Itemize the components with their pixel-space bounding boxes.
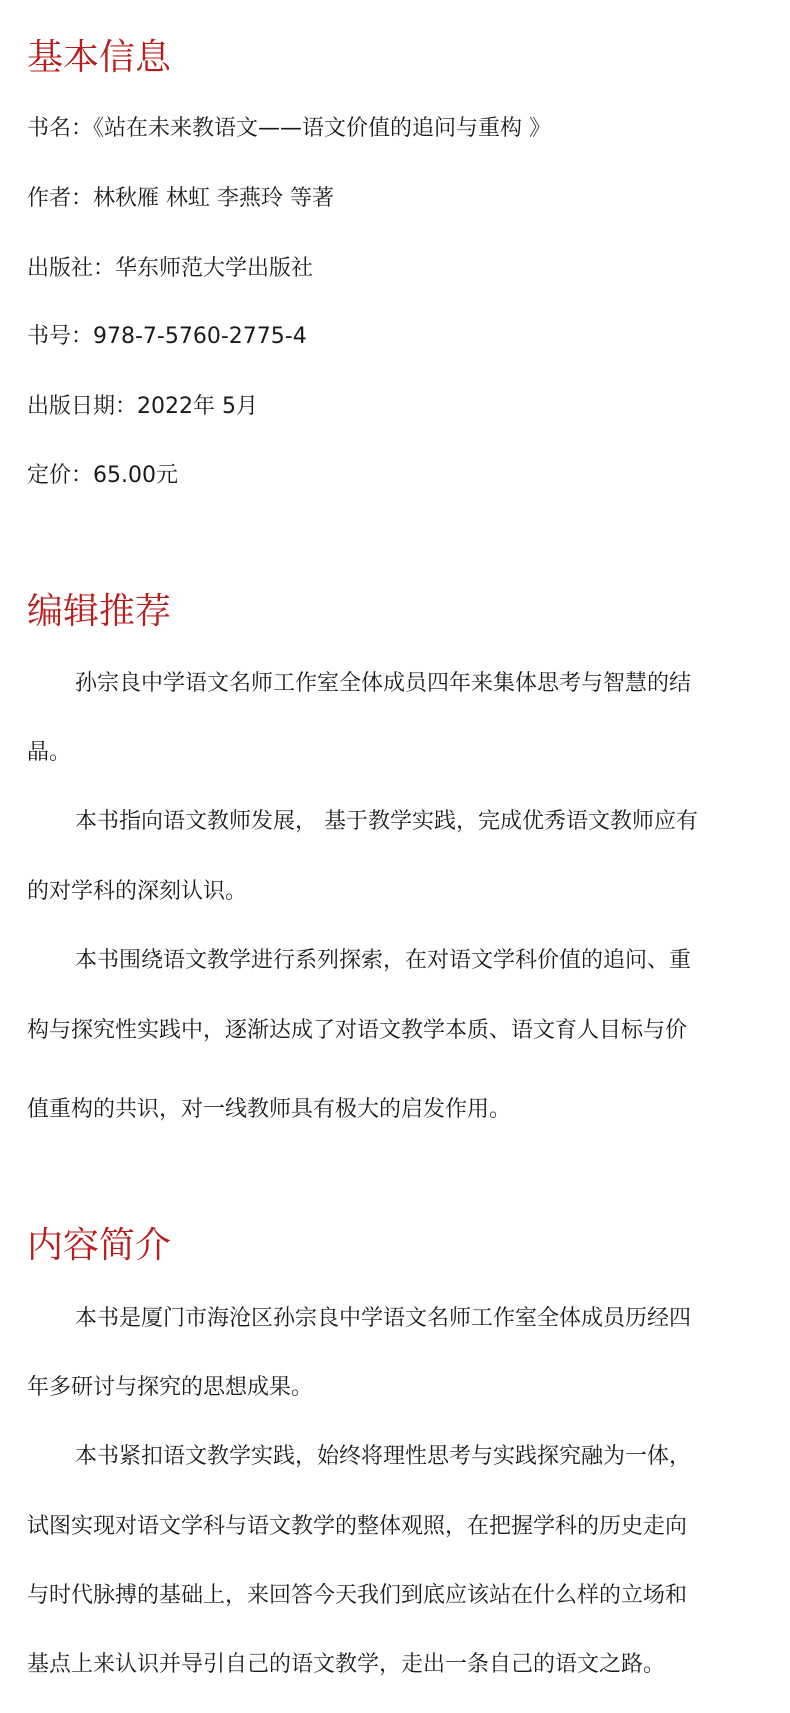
recommendation-text-line: 本书围绕语文教学进行系列探索，在对语文学科价值的追问、重	[75, 948, 692, 973]
recommendation-text-line: 值重构的共识，对一线教师具有极大的启发作用。	[27, 1097, 512, 1122]
author-line: 作者：林秋雁 林虹 李燕玲 等著	[27, 186, 334, 211]
intro-text-line: 年多研讨与探究的思想成果。	[27, 1375, 314, 1400]
publish-date-line: 出版日期：2022年 5月	[27, 394, 258, 419]
recommendation-text-line: 的对学科的深刻认识。	[27, 879, 248, 904]
recommendation-text-line: 构与探究性实践中，逐渐达成了对语文教学本质、语文育人目标与价	[27, 1018, 688, 1043]
intro-text-line: 基点上来认识并导引自己的语文教学，走出一条自己的语文之路。	[27, 1652, 666, 1677]
content-intro-heading: 内容简介	[27, 1225, 172, 1266]
intro-text-line: 与时代脉搏的基础上，来回答今天我们到底应该站在什么样的立场和	[27, 1583, 688, 1608]
price-line: 定价：65.00元	[27, 463, 178, 488]
recommendation-text-line: 本书指向语文教师发展， 基于教学实践，完成优秀语文教师应有	[75, 809, 698, 834]
publisher-line: 出版社：华东师范大学出版社	[27, 256, 314, 281]
intro-text-line: 本书是厦门市海沧区孙宗良中学语文名师工作室全体成员历经四	[75, 1306, 692, 1331]
intro-text-line: 试图实现对语文学科与语文教学的整体观照，在把握学科的历史走向	[27, 1514, 688, 1539]
recommendation-text-line: 孙宗良中学语文名师工作室全体成员四年来集体思考与智慧的结	[75, 671, 692, 696]
basic-info-heading: 基本信息	[27, 37, 172, 78]
isbn-line: 书号：978-7-5760-2775-4	[27, 324, 307, 349]
recommendation-text-line: 晶。	[27, 740, 72, 765]
intro-text-line: 本书紧扣语文教学实践，始终将理性思考与实践探究融为一体，	[75, 1444, 692, 1469]
editor-recommendation-heading: 编辑推荐	[27, 591, 172, 632]
book-title-line: 书名：《站在未来教语文——语文价值的追问与重构 》	[27, 116, 551, 141]
